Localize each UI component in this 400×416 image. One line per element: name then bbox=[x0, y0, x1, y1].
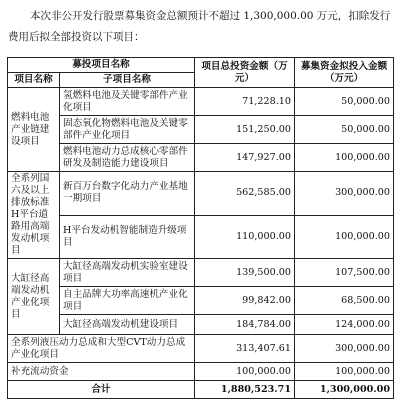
header-row-1 bbox=[8, 58, 394, 73]
total-investment-cell: 313,407.61 bbox=[195, 335, 295, 363]
raised-funds-cell: 50,000.00 bbox=[295, 116, 394, 144]
table-row bbox=[8, 259, 394, 287]
total-row bbox=[8, 381, 394, 399]
raised-funds-cell: 68,500.00 bbox=[295, 287, 394, 315]
total-investment-cell: 147,927.00 bbox=[195, 144, 295, 172]
total-investment-cell: 99,842.00 bbox=[195, 287, 295, 315]
table-row bbox=[8, 363, 394, 381]
intro-line-2: 费用后拟全部投资以下项目： bbox=[8, 31, 145, 43]
subproject-cell: H平台发动机智能制造升级项目 bbox=[60, 215, 195, 259]
subproject-cell: 氢燃料电池及关键零部件产业化项目 bbox=[60, 88, 195, 116]
category-cell: 全系列国六及以上排放标准H平台道路用高端发动机项目 bbox=[8, 172, 60, 259]
raised-funds-cell: 50,000.00 bbox=[295, 88, 394, 116]
table-row bbox=[8, 335, 394, 363]
raised-funds-sum: 1,300,000.00 bbox=[295, 381, 394, 399]
project-name-cell: 补充流动资金 bbox=[8, 363, 195, 381]
table-row bbox=[8, 215, 394, 259]
raised-funds-cell: 100,000.00 bbox=[295, 363, 394, 381]
table-row bbox=[8, 172, 394, 216]
total-investment-cell: 110,000.00 bbox=[195, 215, 295, 259]
header-category: 项目名称 bbox=[8, 73, 60, 88]
raised-funds-cell: 100,000.00 bbox=[295, 144, 394, 172]
intro-paragraph bbox=[8, 6, 394, 48]
header-subproject: 子项目名称 bbox=[60, 73, 195, 88]
total-investment-sum: 1,880,523.71 bbox=[195, 381, 295, 399]
total-investment-cell: 71,228.10 bbox=[195, 88, 295, 116]
header-total-investment: 项目总投资金额（万元） bbox=[195, 58, 295, 88]
subproject-cell: 燃料电池动力总成核心零部件研发及制造能力建设项目 bbox=[60, 144, 195, 172]
total-investment-cell: 184,784.00 bbox=[195, 315, 295, 335]
total-investment-cell: 100,000.00 bbox=[195, 363, 295, 381]
subproject-cell: 新百万台数字化动力产业基地一期项目 bbox=[60, 172, 195, 216]
raised-funds-cell: 100,000.00 bbox=[295, 215, 394, 259]
table-row bbox=[8, 116, 394, 144]
subproject-cell: 自主品牌大功率高速机产业化项目 bbox=[60, 287, 195, 315]
raised-funds-cell: 300,000.00 bbox=[295, 335, 394, 363]
intro-line-1: 本次非公开发行股票募集资金总额预计不超过 1,300,000.00 万元，扣除发行 bbox=[30, 10, 391, 22]
category-cell: 燃料电池产业链建设项目 bbox=[8, 88, 60, 172]
category-cell: 大缸径高端发动机产业化项目 bbox=[8, 259, 60, 335]
raised-funds-cell: 124,000.00 bbox=[295, 315, 394, 335]
table-row bbox=[8, 315, 394, 335]
header-project-name-group: 募投项目名称 bbox=[8, 58, 195, 73]
table-row bbox=[8, 144, 394, 172]
total-investment-cell: 151,250.00 bbox=[195, 116, 295, 144]
subproject-cell: 固态氧化物燃料电池及关键零部件产业化项目 bbox=[60, 116, 195, 144]
project-name-cell: 全系列液压动力总成和大型CVT动力总成产业化项目 bbox=[8, 335, 195, 363]
subproject-cell: 大缸径高端发动机实验室建设项目 bbox=[60, 259, 195, 287]
subproject-cell: 大缸径高端发动机建设项目 bbox=[60, 315, 195, 335]
investment-table bbox=[7, 57, 394, 399]
header-raised-funds: 募集资金拟投入金额（万元） bbox=[295, 58, 394, 88]
total-investment-cell: 562,585.00 bbox=[195, 172, 295, 216]
table-row bbox=[8, 287, 394, 315]
raised-funds-cell: 300,000.00 bbox=[295, 172, 394, 216]
table-row bbox=[8, 88, 394, 116]
raised-funds-cell: 107,500.00 bbox=[295, 259, 394, 287]
total-label: 合计 bbox=[8, 381, 195, 399]
total-investment-cell: 139,500.00 bbox=[195, 259, 295, 287]
